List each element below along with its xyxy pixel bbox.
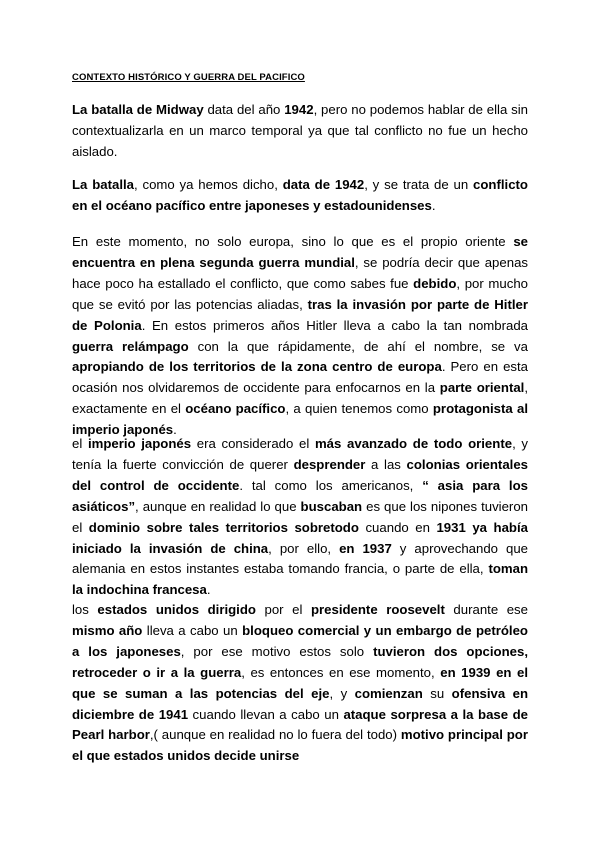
bold-text-run: océano pacífico: [185, 401, 286, 417]
bold-text-run: guerra relámpago: [72, 338, 189, 354]
text-run: , por ese motivo estos solo: [180, 643, 374, 659]
text-run: y aprovechando que alemania en estos instantes estaba tomando francia, o parte de ella,: [72, 540, 528, 577]
text-run: , pero no podemos hablar de ella sin contextualizarla en un marco temporal ya que tal conflicto no fue un hecho aislado.: [72, 102, 528, 159]
bold-text-run: ofensiva en diciembre de 1941: [72, 685, 529, 722]
text-run: .: [206, 582, 211, 598]
text-run: , exactamente en el: [72, 380, 529, 417]
paragraph-battle-summary: [72, 175, 528, 217]
text-run: cuando en: [358, 519, 437, 535]
bold-text-run: dominio sobre tales territorios sobretodo: [88, 519, 359, 535]
text-run: , y se trata de un: [364, 177, 474, 192]
text-run: , aunque en realidad lo que: [135, 498, 301, 514]
bold-text-run: La batalla: [72, 177, 134, 192]
text-run: .: [431, 197, 436, 213]
text-run: , por mucho que se evitó por las potencias aliadas,: [72, 275, 528, 312]
bold-text-run: debido: [413, 275, 457, 291]
text-run: con la que rápidamente, de ahí el nombre, se va: [188, 338, 528, 354]
bold-text-run: 1942: [284, 102, 314, 117]
text-run: , se podría decir que apenas hace poco ha estallado el conflicto, que como sabes fue: [72, 254, 528, 291]
bold-text-run: mismo año: [72, 622, 143, 638]
text-run: por el: [255, 602, 311, 617]
text-run: el: [72, 436, 88, 451]
text-run: data del año: [203, 102, 285, 117]
text-run: cuando llevan a cabo un: [188, 706, 344, 722]
bold-text-run: ataque sorpresa a la base de Pearl harbor: [72, 706, 528, 743]
bold-text-run: data de 1942: [282, 177, 365, 192]
text-run: era considerado el: [191, 436, 315, 451]
text-run: , por ello,: [268, 540, 340, 556]
bold-text-run: presidente roosevelt: [310, 602, 445, 617]
paragraph-midway-intro: [72, 100, 528, 163]
paragraph-japanese-empire: [72, 434, 528, 601]
bold-text-run: colonias orientales del control de occidente: [72, 456, 528, 493]
bold-text-run: en 1939 en el que se suman a las potencias del eje: [72, 664, 529, 701]
bold-text-run: protagonista al imperio japonés: [72, 401, 528, 438]
text-run: a las: [365, 456, 407, 472]
document-heading: CONTEXTO HISTÓRICO Y GUERRA DEL PACIFICO: [72, 72, 305, 83]
bold-text-run: desprender: [293, 456, 366, 472]
bold-text-run: conflicto en el océano pacífico entre japoneses y estadounidenses: [72, 177, 528, 213]
text-run: durante ese: [444, 602, 528, 617]
paragraph-united-states: [72, 600, 528, 767]
text-run: su: [422, 685, 452, 701]
text-run: . tal como los americanos,: [239, 477, 423, 493]
bold-text-run: toman la indochina francesa: [72, 561, 528, 598]
bold-text-run: se encuentra en plena segunda guerra mundial: [72, 234, 528, 270]
text-run: . En estos primeros años Hitler lleva a cabo la tan nombrada: [141, 317, 528, 333]
bold-text-run: más avanzado de todo oriente: [314, 436, 513, 451]
bold-text-run: tras la invasión por parte de Hitler de Polonia: [72, 296, 528, 333]
bold-text-run: comienzan: [354, 685, 423, 701]
bold-text-run: bloqueo comercial y un embargo de petróleo a los japoneses: [72, 622, 528, 659]
bold-text-run: tuvieron dos opciones, retroceder o ir a la guerra: [72, 643, 528, 680]
bold-text-run: apropiando de los territorios de la zona centro de europa: [72, 359, 442, 375]
bold-text-run: “ asia para los asiáticos”: [72, 477, 528, 514]
bold-text-run: 1931 ya había iniciado la invasión de china: [72, 519, 528, 556]
bold-text-run: parte oriental: [439, 380, 525, 396]
text-run: los: [72, 602, 98, 617]
text-run: ,( aunque en realidad no lo fuera del todo): [149, 727, 401, 743]
bold-text-run: buscaban: [300, 498, 363, 514]
text-run: , y tenía la fuerte convicción de querer: [72, 436, 528, 472]
text-run: , a quien tenemos como: [285, 401, 433, 417]
text-run: , es entonces en ese momento,: [241, 664, 441, 680]
bold-text-run: La batalla de Midway: [72, 102, 204, 117]
bold-text-run: imperio japonés: [87, 436, 192, 451]
text-run: es que los nipones tuvieron el: [72, 498, 528, 535]
bold-text-run: en 1937: [339, 540, 392, 556]
text-run: . Pero en esta ocasión nos olvidaremos de occidente para enfocarnos en la: [72, 359, 528, 396]
text-run: .: [173, 422, 177, 438]
text-run: , como ya hemos dicho,: [134, 177, 283, 192]
text-run: En este momento, no solo europa, sino lo que es el propio oriente: [72, 234, 514, 249]
text-run: lleva a cabo un: [142, 622, 243, 638]
bold-text-run: estados unidos dirigido: [97, 602, 256, 617]
text-run: , y: [329, 685, 355, 701]
bold-text-run: motivo principal por el que estados unidos decide unirse: [72, 727, 528, 764]
paragraph-world-war-context: [72, 232, 528, 441]
